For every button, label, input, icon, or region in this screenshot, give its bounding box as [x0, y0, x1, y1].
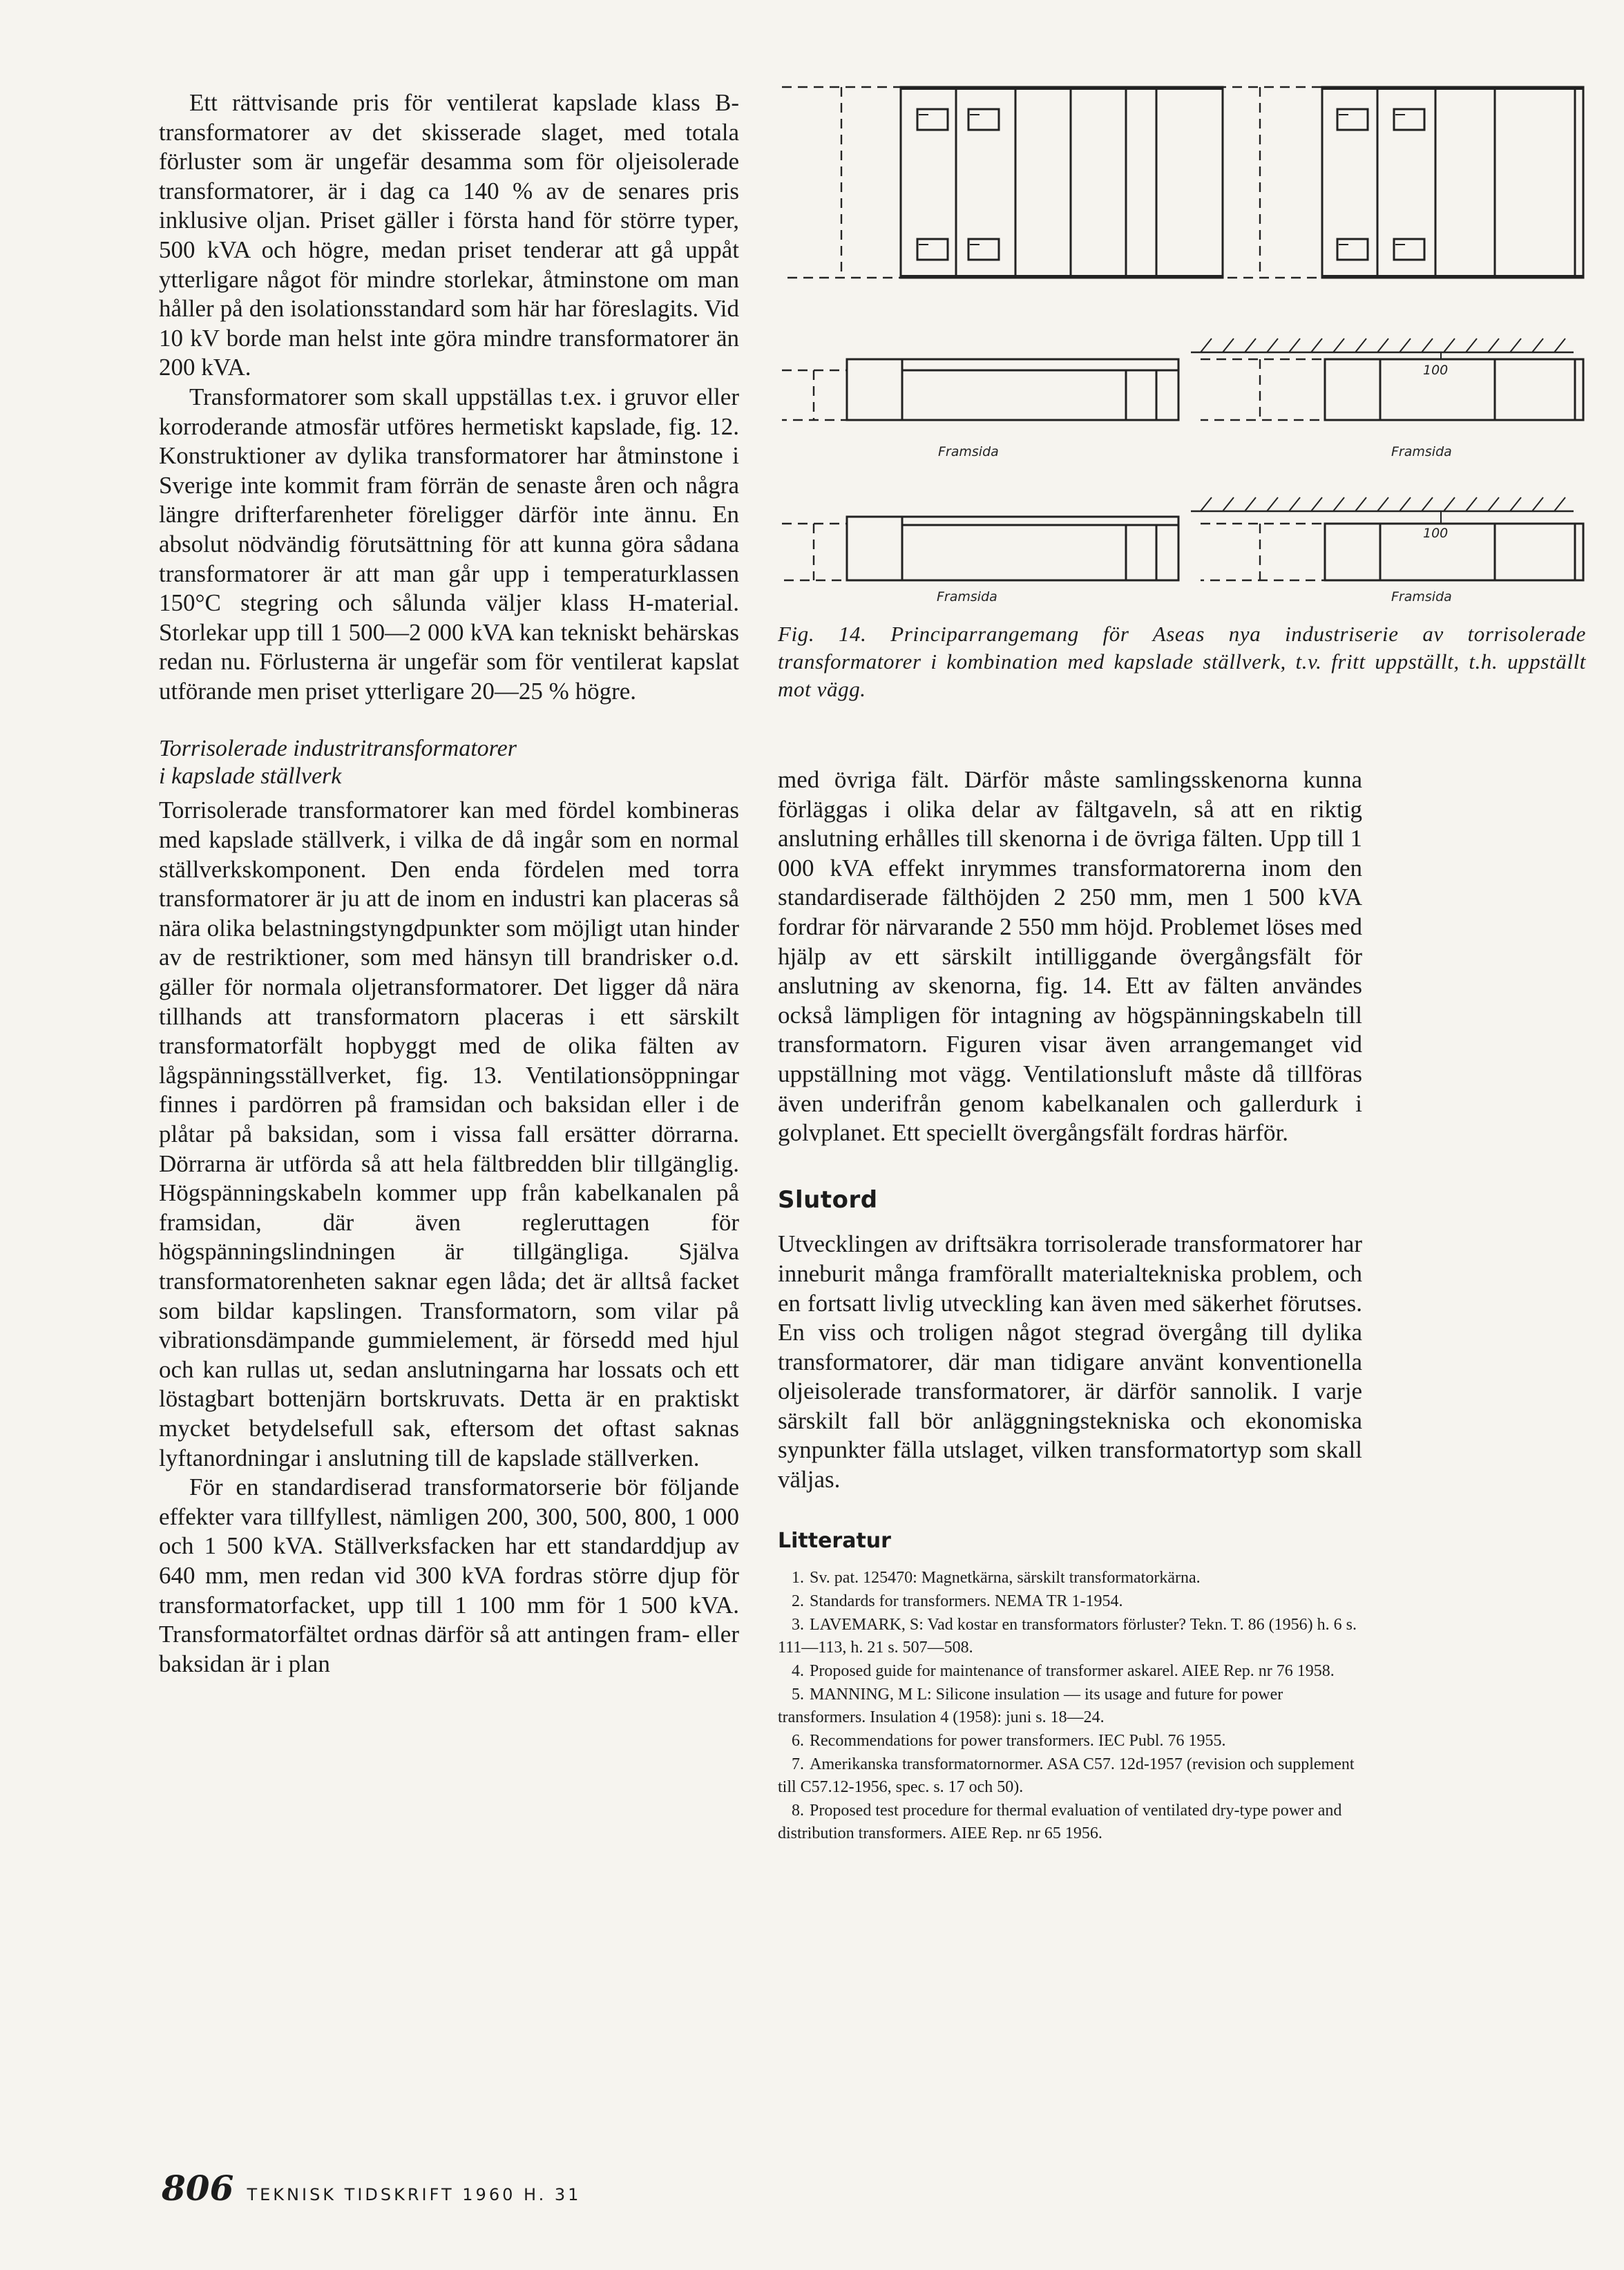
reference-text: Amerikanska transformatornormer. ASA C57. 12d-1957 (revision och supplement till C57.12-1956, spec. s. 17 och 50). — [778, 1755, 1355, 1797]
references-heading: Litteratur — [778, 1528, 891, 1553]
reference-number: 4. — [792, 1662, 804, 1681]
body-paragraph: För en standardiserad transformatorserie bör följande effekter vara tillfyllest, nämligen 200, 300, 500, 800, 1 000 och 1 500 kVA. Ställverksfacken har ett standarddjup av 640 mm, men redan vid 300 kVA fordras större djup för transformatorfacket, upp till 1 100 mm för 1 500 kVA. Transformatorfältet ordnas därför så att antingen fram- eller baksidan är i plan — [159, 1473, 739, 1677]
reference-item — [778, 1590, 1362, 1613]
front-elevation-right — [1201, 87, 1583, 278]
dimension-label: 100 — [1423, 526, 1449, 541]
reference-number: 1. — [792, 1569, 804, 1587]
front-side-label: Framsida — [1391, 589, 1452, 604]
wall-hatching — [1201, 497, 1565, 511]
reference-item — [778, 1730, 1362, 1753]
plan-view-right — [1191, 352, 1583, 420]
vent-grille — [1337, 109, 1424, 260]
vent-grille — [917, 109, 999, 260]
reference-item — [778, 1800, 1362, 1845]
page-number: 806 — [162, 2168, 234, 2209]
body-paragraph: Ett rättvisande pris för ventilerat kapslade klass B-transformatorer av det skisserade slaget, med totala förluster som är ungefär desamma som för oljeisolerade transformatorer, är i dag ca 140 % av de senares pris inklusive oljan. Priset gäller i första hand för större typer, 500 kVA och högre, medan priset tenderar att gå uppåt ytterligare något för mindre storlekar, åtminstone om man håller på den isolationsstandard som här har föreslagits. Vid 10 kV borde man helst inte göra mindre transformatorer än 200 kVA. — [159, 89, 739, 381]
subsection-heading — [159, 735, 739, 790]
reference-number: 8. — [792, 1802, 804, 1820]
front-elevation-left — [782, 87, 1223, 278]
body-paragraph: Transformatorer som skall uppställas t.ex. i gruvor eller korroderande atmosfär utföres hermetiskt kapslade, fig. 12. Konstruktioner av dylika transformatorer har åtminstone i Sverige inte kommit fram förrän de senaste åren och några längre drifterfarenheter föreligger därför inte ännu. En absolut nödvändig förutsättning för att kunna göra sådana transformatorer är att man går upp i temperaturklassen 150°C stegring och sålunda väljer klass H-material. Storlekar upp till 1 500—2 000 kVA kan tekniskt behärskas redan nu. Förlusterna är ungefär som för ventilerat kapslat utförande men priset ytterligare 20—25 % högre. — [159, 383, 739, 705]
subsection-heading-line2: i kapslade ställverk — [159, 763, 342, 790]
journal-name: TEKNISK TIDSKRIFT 1960 H. 31 — [247, 2185, 582, 2204]
reference-number: 3. — [792, 1616, 804, 1634]
reference-number: 7. — [792, 1755, 804, 1774]
dimension-label: 100 — [1423, 363, 1449, 378]
reference-number: 2. — [792, 1592, 804, 1611]
reference-number: 6. — [792, 1732, 804, 1751]
reference-item — [778, 1614, 1362, 1659]
front-side-label: Framsida — [1391, 444, 1452, 459]
arrangement-diagram — [772, 82, 1587, 620]
section-heading: Slutord — [778, 1185, 878, 1214]
left-column — [159, 88, 739, 1679]
body-paragraph: med övriga fält. Därför måste samlingsskenorna kunna förläggas i olika delar av fältgaveln, så att en riktig anslutning erhålles till skenorna i de övriga fälten. Upp till 1 000 kVA effekt inrymmes transformatorerna inom den standardiserade fälthöjden 2 250 mm, men 1 500 kVA fordrar för närvarande 2 550 mm höjd. Problemet löses med hjälp av ett särskilt intilliggande övergångsfält för anslutning av skenorna, fig. 14. Ett av fälten användes också lämpligen för intagning av högspänningskabeln till transformatorn. Figuren visar även arrangemanget vid uppställning mot vägg. Ventilationsluft måste då tillföras även underifrån genom kabelkanalen och gallerdurk i golvplanet. Ett speciellt övergångsfält fordras härför. — [778, 766, 1362, 1147]
figure-14 — [772, 82, 1587, 620]
body-paragraph: Torrisolerade transformatorer kan med fördel kombineras med kapslade ställverk, i vilka de då ingår som en normal ställverkskomponent. Den enda fördelen med torra transformatorer är ju att de inom en industri kan placeras så nära olika belastningstyngdpunkter som möjligt utan hinder av de restriktioner, som med hänsyn till brandrisker o.d. gäller för normala oljetransformatorer. Det ligger då nära tillhands att transformatorn placeras i ett särskilt transformatorfält hopbyggt med de olika fälten av lågspänningsställverket, fig. 13. Ventilationsöppningar finnes i pardörren på framsidan och baksidan eller i de plåtar på baksidan, som i vissa fall ersätter dörrarna. Dörrarna är utförda så att hela fältbredden blir tillgänglig. Högspänningskabeln kommer upp från kabelkanalen på framsidan, där även regleruttagen för högspänningslindningen är tillgängliga. Själva transformatorenheten saknar egen låda; det är alltså facket som bildar kapslingen. Transformatorn, som vilar på vibrationsdämpande gummielement, är försedd med hjul och kan rullas ut, sedan anslutningarna har lossats och ett löstagbart bottenjärn bortskruvats. Detta är en praktiskt mycket betydelsefull sak, eftersom det oftast saknas lyftanordningar i anslutning till de kapslade ställverken. — [159, 797, 739, 1471]
plan-view-left — [782, 359, 1178, 420]
figure-caption: Fig. 14. Principarrangemang för Aseas nya industriserie av torrisolerade transformatorer i kombination med kapslade ställverk, t.v. fritt uppställt, t.h. uppställt mot vägg. — [778, 622, 1586, 701]
reference-text: Sv. pat. 125470: Magnetkärna, särskilt transformatorkärna. — [810, 1569, 1201, 1587]
reference-item — [778, 1753, 1362, 1799]
page-footer — [162, 2168, 581, 2209]
reference-text: MANNING, M L: Silicone insulation — its usage and future for power transformers. Insulation 4 (1958): juni s. 18—24. — [778, 1686, 1283, 1727]
reference-list — [778, 1567, 1362, 1845]
reference-item — [778, 1567, 1362, 1590]
front-side-label: Framsida — [937, 589, 997, 604]
reference-text: Proposed guide for maintenance of transformer askarel. AIEE Rep. nr 76 1958. — [810, 1662, 1335, 1681]
reference-text: Proposed test procedure for thermal evaluation of ventilated dry-type power and distribution transformers. AIEE Rep. nr 65 1956. — [778, 1802, 1342, 1843]
reference-item — [778, 1660, 1362, 1683]
front-side-label: Framsida — [938, 444, 999, 459]
reference-text: Standards for transformers. NEMA TR 1-1954. — [810, 1592, 1123, 1611]
reference-text: Recommendations for power transformers. IEC Publ. 76 1955. — [810, 1732, 1226, 1751]
reference-item — [778, 1684, 1362, 1729]
plan-view-left-alt — [782, 517, 1178, 580]
reference-number: 5. — [792, 1686, 804, 1704]
right-column — [778, 765, 1362, 1846]
subsection-heading-line1: Torrisolerade industritransformatorer — [159, 736, 517, 762]
wall-hatching — [1201, 338, 1565, 352]
reference-text: LAVEMARK, S: Vad kostar en transformators förluster? Tekn. T. 86 (1956) h. 6 s. 111—113, h. 21 s. 507—508. — [778, 1616, 1357, 1657]
body-paragraph: Utvecklingen av driftsäkra torrisolerade transformatorer har inneburit många framförallt materialtekniska problem, och en fortsatt livlig utveckling kan även med säkerhet förutses. En viss och troligen något stegrad övergång till dylika transformatorer, där man tidigare använt konventionella oljeisolerade transformatorer, är därför sannolik. I varje särskilt fall bör anläggningstekniska och ekonomiska synpunkter fälla utslaget, vilken transformatortyp som skall väljas. — [778, 1230, 1362, 1494]
plan-view-right-alt — [1191, 511, 1583, 580]
